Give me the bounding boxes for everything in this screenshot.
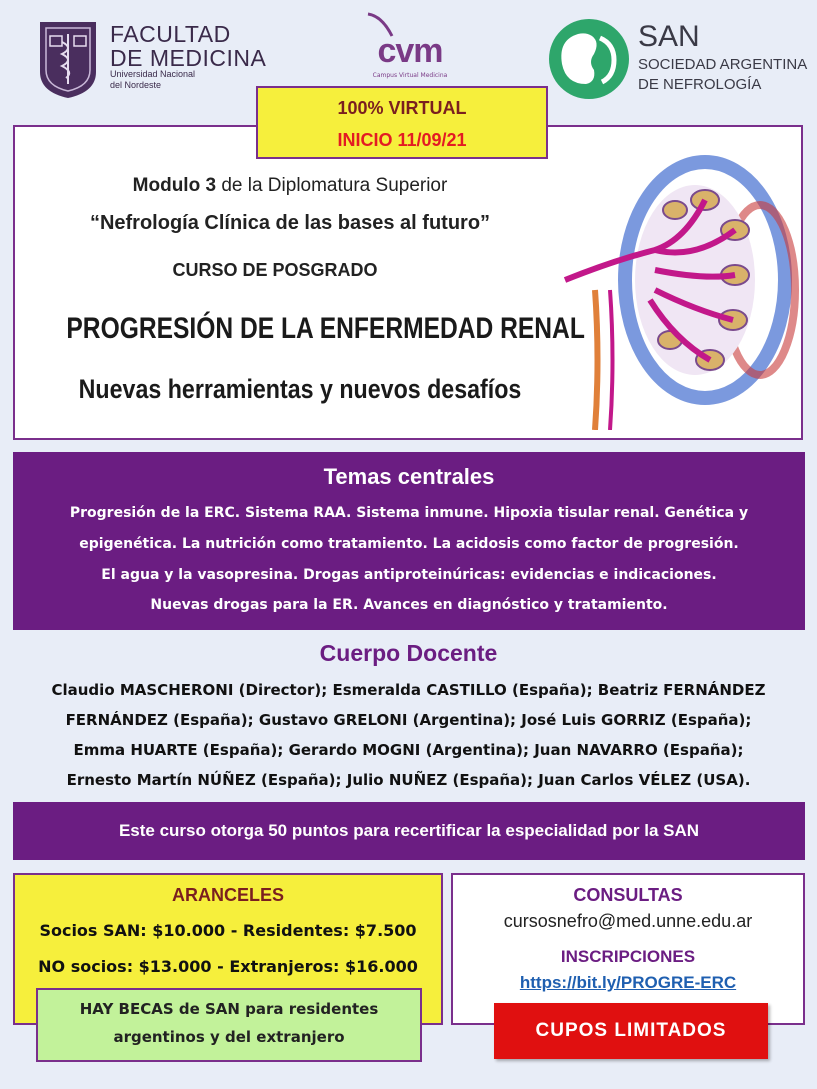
limited-spots-badge: CUPOS LIMITADOS: [494, 1003, 768, 1059]
docentes-line: Claudio MASCHERONI (Director); Esmeralda CASTILLO (España); Beatriz FERNÁNDEZ: [51, 681, 766, 699]
course-type: CURSO DE POSGRADO: [172, 260, 378, 280]
faculty-shield-icon: [38, 20, 98, 100]
faculty-university: Universidad Nacional del Nordeste: [110, 69, 196, 90]
virtual-start-banner: [256, 86, 548, 159]
scholarships-line: argentinos y del extranjero: [113, 1028, 345, 1046]
san-subtitle: SOCIEDAD ARGENTINA DE NEFROLOGÍA: [638, 56, 808, 93]
registration-title: INSCRIPCIONES: [560, 947, 696, 966]
docentes-line: Ernesto Martín NÚÑEZ (España); Julio NUÑEZ (España); Juan Carlos VÉLEZ (USA).: [66, 771, 751, 789]
faculty-name: FACULTAD DE MEDICINA: [110, 21, 267, 71]
docentes-line: Emma HUARTE (España); Gerardo MOGNI (Argentina); Juan NAVARRO (España);: [73, 741, 744, 759]
cvm-logo: [360, 12, 460, 82]
kidney-logo-icon: [548, 18, 630, 100]
course-title: PROGRESIÓN DE LA ENFERMEDAD RENAL: [66, 312, 585, 345]
scholarships-box: [36, 988, 422, 1062]
kidney-illustration-icon: [555, 140, 800, 430]
temas-line: Progresión de la ERC. Sistema RAA. Sistema inmune. Hipoxia tisular renal. Genética y: [69, 505, 749, 521]
fees-title: ARANCELES: [171, 885, 284, 905]
cvm-logo-text: cvm: [377, 32, 443, 70]
scholarships-line: HAY BECAS de SAN para residentes: [79, 1000, 379, 1018]
temas-box: [13, 452, 805, 630]
docentes-line: FERNÁNDEZ (España); Gustavo GRELONI (Argentina); José Luis GORRIZ (España);: [65, 711, 752, 729]
virtual-label: 100% VIRTUAL: [337, 98, 467, 118]
fees-members: Socios SAN: $10.000 - Residentes: $7.500: [39, 921, 417, 940]
docentes-title: Cuerpo Docente: [319, 640, 498, 666]
registration-link[interactable]: https://bit.ly/PROGRE-ERC: [519, 973, 737, 992]
temas-title: Temas centrales: [323, 464, 495, 489]
san-logo: [548, 18, 808, 108]
temas-line: El agua y la vasopresina. Drogas antiproteinúricas: evidencias e indicaciones.: [101, 567, 717, 583]
fees-non-members: NO socios: $13.000 - Extranjeros: $16.000: [38, 957, 418, 976]
recertification-banner: Este curso otorga 50 puntos para recertificar la especialidad por la SAN: [13, 802, 805, 860]
temas-line: epigenética. La nutrición como tratamiento. La acidosis como factor de progresión.: [79, 536, 739, 552]
contact-title: CONSULTAS: [573, 885, 683, 905]
module-line: Modulo 3 de la Diplomatura Superior: [132, 175, 448, 196]
san-title: SAN: [638, 20, 700, 53]
course-subtitle: Nuevas herramientas y nuevos desafíos: [78, 374, 522, 404]
contact-email[interactable]: cursosnefro@med.unne.edu.ar: [503, 911, 753, 931]
diploma-title: “Nefrología Clínica de las bases al futuro”: [89, 212, 491, 234]
temas-line: Nuevas drogas para la ER. Avances en diagnóstico y tratamiento.: [150, 597, 668, 613]
start-date: INICIO 11/09/21: [337, 130, 467, 150]
faculty-logo: [38, 18, 268, 108]
cvm-logo-subtitle: Campus Virtual Medicina: [372, 72, 448, 79]
